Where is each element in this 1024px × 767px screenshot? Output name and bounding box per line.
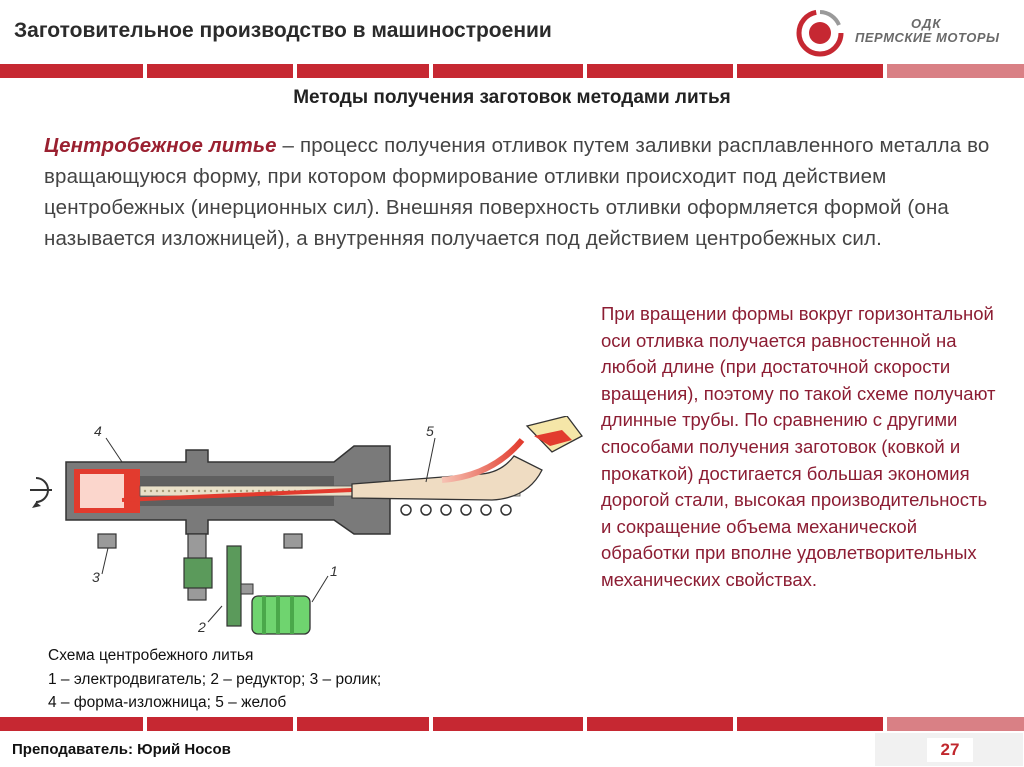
reducer — [184, 534, 253, 626]
rollers — [401, 505, 511, 515]
logo-line2: ПЕРМСКИЕ МОТОРЫ — [855, 30, 1000, 45]
label-4: 4 — [94, 423, 102, 439]
centrifugal-casting-diagram — [22, 416, 587, 638]
logo-emblem-icon — [795, 8, 845, 58]
bottom-stripe — [0, 717, 1024, 731]
slide-subtitle: Методы получения заготовок методами литья — [293, 87, 731, 108]
company-logo — [793, 8, 1018, 58]
header — [0, 0, 1024, 64]
ladle — [527, 416, 582, 452]
caption-title: Схема центробежного литья — [48, 647, 254, 664]
support-roller-left — [98, 534, 116, 548]
page-number: 27 — [927, 738, 973, 762]
diagram-caption — [48, 644, 381, 715]
label-2: 2 — [198, 619, 206, 635]
caption-legend-1: 1 – электродвигатель; 2 – редуктор; 3 – ролик; — [48, 670, 382, 688]
rotation-arrow-icon — [30, 478, 52, 508]
label-5: 5 — [426, 423, 434, 439]
logo-line1: ОДК — [911, 16, 942, 31]
instructor-label: Преподаватель: Юрий Носов — [12, 741, 231, 758]
header-title: Заготовительное производство в машиностроении — [14, 19, 552, 42]
definition-paragraph — [44, 130, 994, 254]
label-3: 3 — [92, 569, 100, 585]
top-stripe — [0, 64, 1024, 78]
support-roller-right — [284, 534, 302, 548]
definition-text: – процесс получения отливок путем заливки расплавленного металла во вращающуюся форму, при котором формирование отливки происходит под действием центробежных (инерционных сил). Внешняя поверхность отливки оформляется формой (она называется изложницей), а внутренняя получается под действием центробежных сил. — [44, 134, 990, 250]
side-explanation: При вращении формы вокруг горизонтальной оси отливка получается равностенной на любой длине (при достаточной скорости вращения), поэтому по такой схеме получают длинные трубы. По сравнению с другими способами получения заготовок (ковкой и прокаткой) достигается большая экономия дорогой стали, высокая производительность и сокращение объема механической обработки при вполне удовлетворительных механических свойствах. — [601, 303, 996, 590]
caption-legend-2: 4 – форма-изложница; 5 – желоб — [48, 694, 287, 711]
label-1: 1 — [330, 563, 338, 579]
electric-motor — [252, 596, 310, 634]
definition-term: Центробежное литье — [44, 134, 277, 157]
